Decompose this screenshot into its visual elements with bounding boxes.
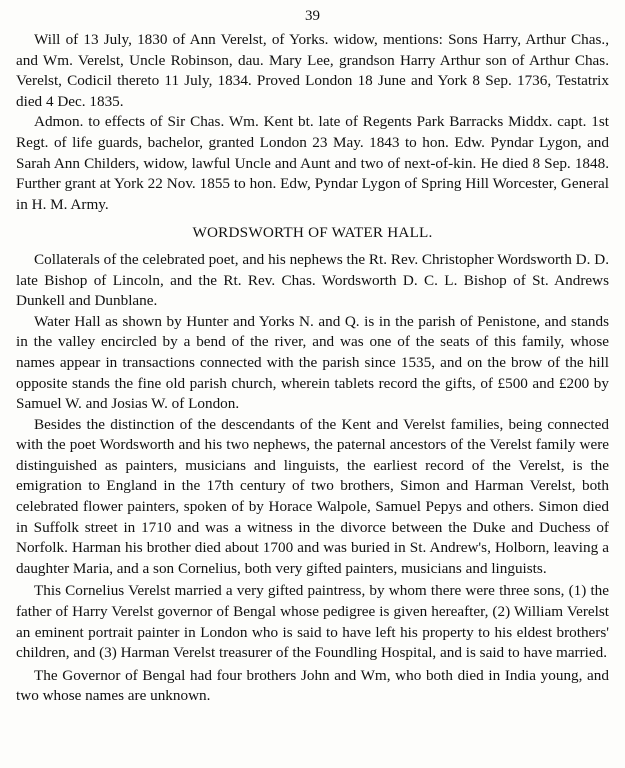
paragraph-verelst-ancestry: Besides the distinction of the descendants of the Kent and Verelst families, being connected with the poet Wordsworth and his two nephews, the paternal ancestors of the Verelst family were distinguished as painters, musicians and linguists, the earliest record of the Verelst, is the emigration to England in the 17th century of two brothers, Simon and Harman Verelst, both celebrated flower painters, spoken of by Horace Walpole, Samuel Pepys and others. Simon died in Suffolk street in 1710 and was a witness in the divorce between the Duke and Duchess of Norfolk. Harman his brother died about 1700 and was buried in St. Andrew's, Holborn, leaving a daughter Maria, and a son Cornelius, both very gifted painters, musicians and linguists. [16, 415, 609, 577]
paragraph-collaterals: Collaterals of the celebrated poet, and his nephews the Rt. Rev. Christopher Wordsworth D. D. late Bishop of Lincoln, and the Rt. Rev. Chas. Wordsworth D. C. L. Bishop of St. Andrews Dunkell and Dunblane. [16, 250, 609, 310]
paragraph-will-ann-verelst: Will of 13 July, 1830 of Ann Verelst, of Yorks. widow, mentions: Sons Harry, Arthur Chas., and Wm. Verelst, Uncle Robinson, dau. Mary Lee, grandson Harry Arthur son of Arthur Chas. Verelst, Codicil thereto 11 July, 1834. Proved London 18 June and York 8 Sep. 1736, Testatrix died 4 Dec. 1835. [16, 31, 609, 110]
paragraph-governor-bengal: The Governor of Bengal had four brothers John and Wm, who both died in India young, and two whose names are unknown. [16, 666, 609, 705]
section-heading: WORDSWORTH OF WATER HALL. [192, 224, 433, 242]
paragraph-water-hall: Water Hall as shown by Hunter and Yorks N. and Q. is in the parish of Penistone, and stands in the valley encircled by a bend of the river, and was one of the seats of this family, whose names appear in transactions connected with the parish since 1535, and on the brow of the hill opposite stands the fine old parish church, wherein tablets record the gifts, of £500 and £200 by Samuel W. and Josias W. of London. [16, 312, 609, 413]
paragraph-cornelius-verelst: This Cornelius Verelst married a very gifted paintress, by whom there were three sons, (1) the father of Harry Verelst governor of Bengal whose pedigree is given hereafter, (2) William Verelst an eminent portrait painter in London who is said to have left his property to his eldest brothers' children, and (3) Harman Verelst treasurer of the Foundling Hospital, and is said to have married. [16, 582, 609, 662]
paragraph-admon-kent: Admon. to effects of Sir Chas. Wm. Kent bt. late of Regents Park Barracks Middx. capt. 1st Regt. of life guards, bachelor, granted London 23 May. 1843 to hon. Edw. Pyndar Lygon, and Sarah Ann Childers, widow, lawful Uncle and Aunt and two of next-of-kin. He died 8 Sep. 1848. Further grant at York 22 Nov. 1855 to hon. Edw, Pyndar Lygon of Spring Hill Worcester, General in H. M. Army. [16, 113, 609, 213]
page-number: 39 [305, 8, 320, 24]
